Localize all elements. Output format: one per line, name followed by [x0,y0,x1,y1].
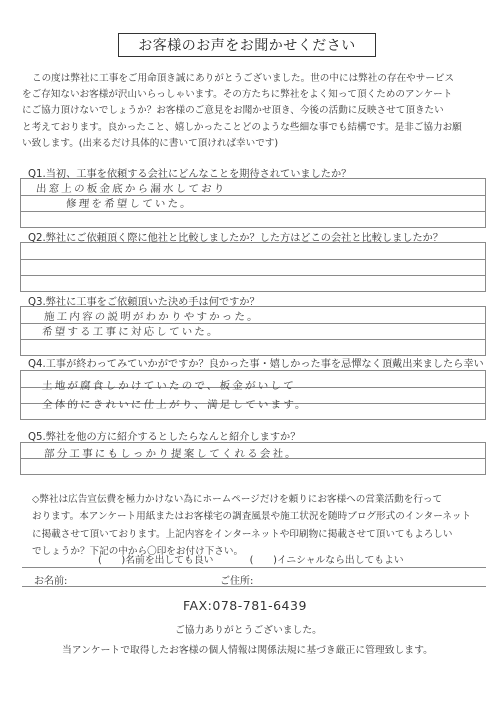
question-2-label: Q2.弊社にご依頼頂く際に他社と比較しましたか？した方はどこの会社と比較しましたか？ [28,233,444,244]
fax-number: FAX:078-781-6439 [183,598,307,613]
notice-line: でしょうか？下記の中から〇印をお付け下さい。 [32,546,244,558]
question-3-answer-line-2: 希望する工事に対応していた。 [41,326,221,338]
question-5-answer-line-1: 部分工事にもしっかり提案してくれる会社。 [43,448,299,460]
publish-consent-choices [98,552,404,566]
question-4-answer-line-2: 全体的にきれいに仕上がり、満足しています。 [41,399,309,411]
choice-name-ok[interactable]: ( )名前を出しても良い [98,555,214,566]
notice-line: に掲載させて頂いております。上記内容をインターネットや印刷物に掲載させて頂いてもよろしい [32,528,453,540]
address-field-label: ご住所: [220,576,254,587]
intro-line: と考えております。良かったこと、嬉しかったことどのような些細な事でも結構です。是非ご協力お願 [22,121,462,133]
intro-text [22,71,482,152]
question-4-label: Q4.工事が終わってみていかがですか？良かった事・嬉しかった事を忌憚なく頂戴出来ましたら幸い [28,359,484,370]
notice-line: おります。本アンケート用紙またはお客様宅の調査風景や施工状況を随時ブログ形式のインターネット [32,511,472,523]
thanks-message: ご協力ありがとうございました。 [175,625,322,636]
privacy-statement: 当アンケートで取得したお客様の個人情報は関係法規に基づき厳正に管理致します。 [62,645,433,656]
intro-line: い致します。(出来るだけ具体的に書いて頂ければ幸いです) [22,137,279,149]
question-3-label: Q3.弊社に工事をご依頼頂いた決め手は何ですか？ [28,297,260,308]
question-1-label: Q1.当初、工事を依頼する会社にどんなことを期待されていましたか？ [28,169,352,180]
question-3-answer-line-1: 施工内容の説明がわかりやすかった。 [43,311,261,323]
page-title: お客様のお声をお聞かせください [118,33,376,57]
contact-fields [22,567,486,587]
intro-line: をご存知ないお客様が沢山いらっしゃいます。その方たちに弊社をよく知って頂くためのアンケート [22,89,453,101]
question-1-answer-line-2: 修理を希望していた。 [65,198,194,210]
web-publishing-notice [32,491,472,561]
question-4-answer-line-1: 土地が腐食しかけていたので、板金がいして [41,380,297,392]
intro-line: この度は弊社に工事をご用命頂き誠にありがとうございました。世の中には弊社の存在やサービス [32,73,455,84]
question-1-answer-line-1: 出窓上の板金底から漏水しており [35,183,227,195]
name-field-label: お名前: [34,576,68,587]
choice-initial-ok[interactable]: ( )イニシャルなら出してもよい [249,555,404,566]
question-2-answer-area[interactable] [20,242,486,292]
question-5-label: Q5.弊社を他の方に紹介するとしたらなんと紹介しますか？ [28,432,301,443]
intro-line: にご協力頂けないでしょうか？お客様のご意見をお聞かせ頂き、今後の活動に反映させて頂きたい [22,105,444,117]
notice-line: ◇弊社は広告宣伝費を極力かけない為にホームページだけを頼りにお客様への営業活動を行って [32,494,443,505]
